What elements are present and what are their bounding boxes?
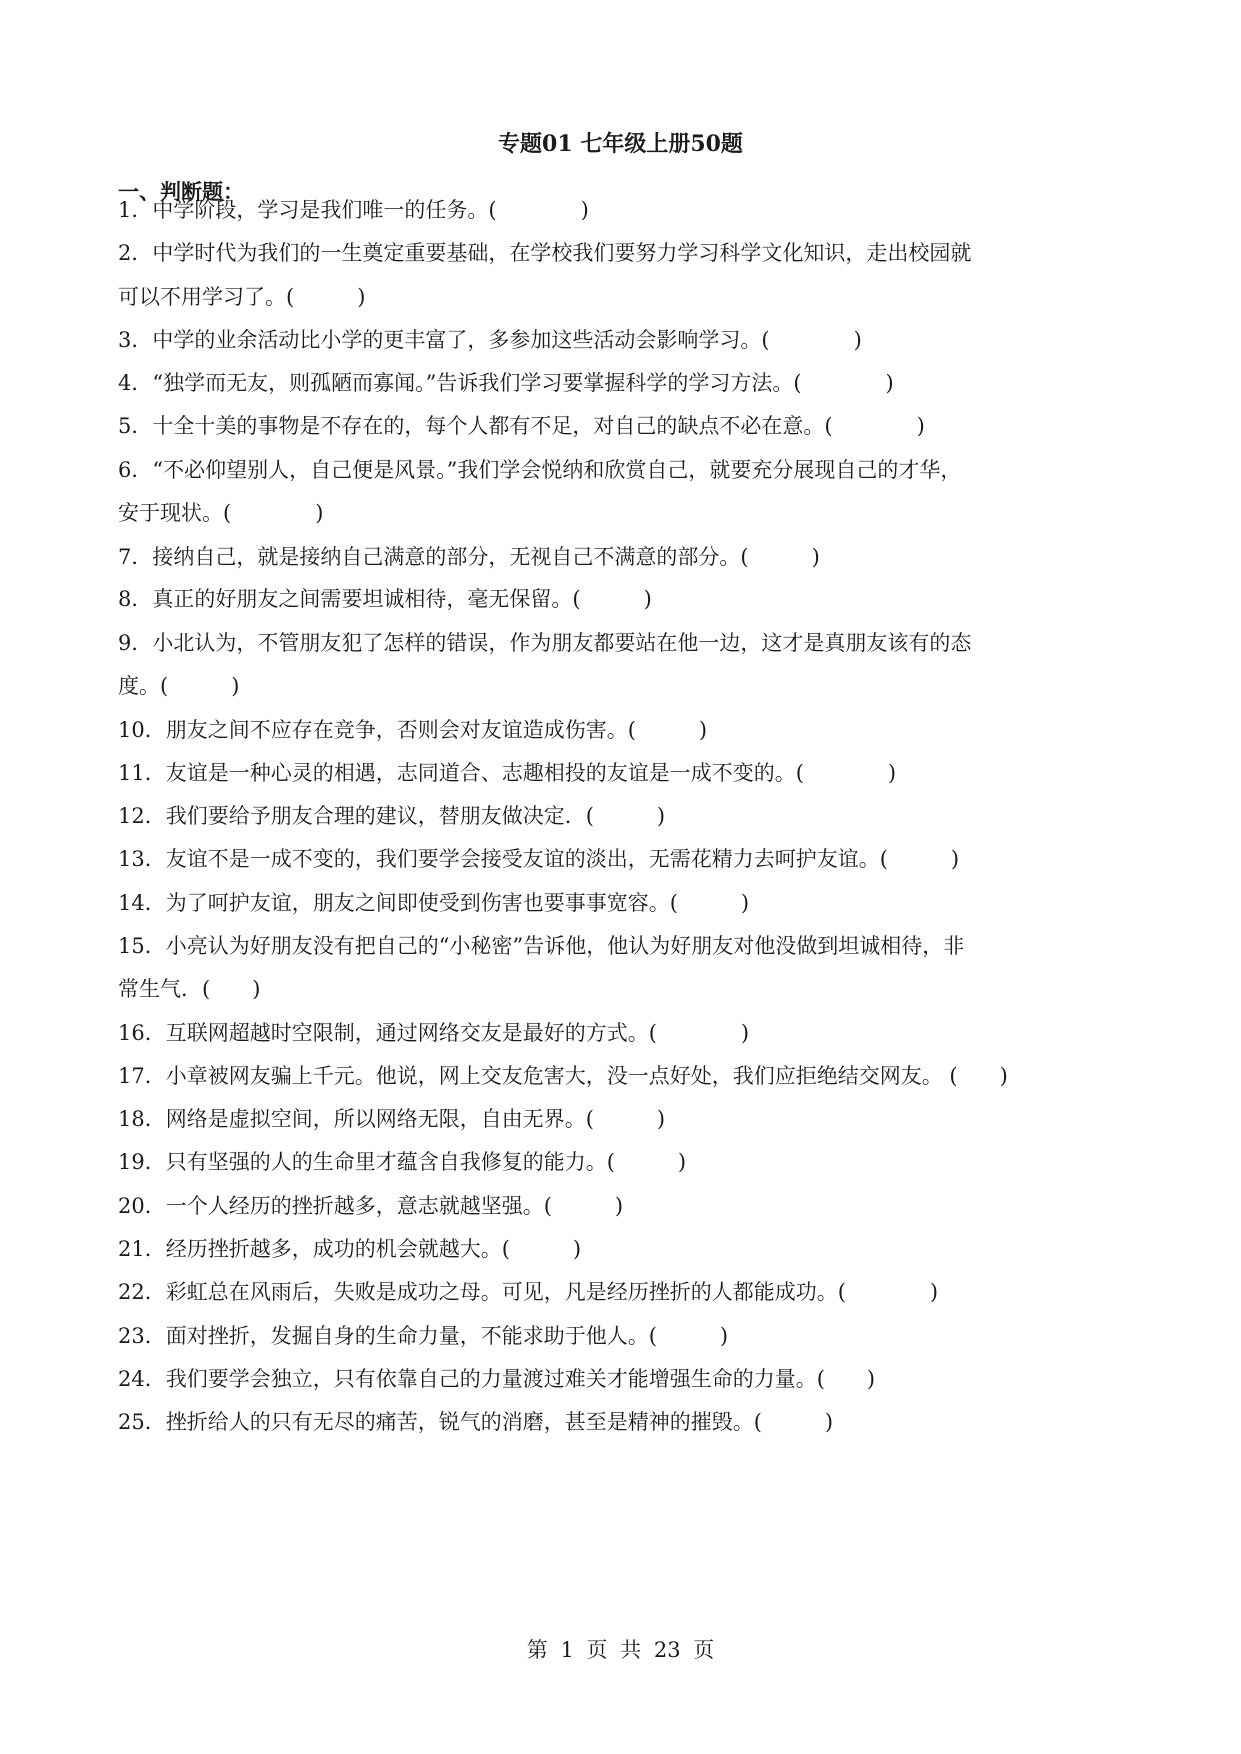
- question-number: 10．: [118, 718, 166, 742]
- question-text: 可以不用学习了。( ): [118, 285, 366, 309]
- question-text: 中学阶段，学习是我们唯一的任务。( ): [152, 198, 589, 222]
- question-number: 25．: [118, 1410, 166, 1434]
- question-text: 常生气．( ): [118, 977, 261, 1001]
- question-item: [118, 1363, 1138, 1395]
- question-number: 20．: [118, 1194, 166, 1218]
- question-item: [118, 1017, 1138, 1049]
- question-text: 安于现状。( ): [118, 501, 324, 525]
- question-text: 中学时代为我们的一生奠定重要基础，在学校我们要努力学习科学文化知识，走出校园就: [152, 241, 972, 265]
- question-item: [118, 843, 1138, 875]
- document-title: 专题01 七年级上册50题: [498, 131, 743, 157]
- question-number: 16．: [118, 1021, 166, 1045]
- question-text: “独学而无友，则孤陋而寡闻。”告诉我们学习要掌握科学的学习方法。( ): [152, 371, 894, 395]
- page-footer: 第 1 页 共 23 页: [526, 1638, 715, 1662]
- question-text: 小亮认为好朋友没有把自己的“小秘密”告诉他，他认为好朋友对他没做到坦诚相待，非: [165, 934, 965, 958]
- question-number: 17．: [118, 1064, 166, 1088]
- question-text: 中学的业余活动比小学的更丰富了，多参加这些活动会影响学习。( ): [152, 328, 862, 352]
- question-item: [118, 800, 1138, 832]
- question-number: 12．: [118, 804, 166, 828]
- question-item: [118, 930, 1138, 962]
- question-number: 3．: [118, 328, 153, 352]
- question-text: 挫折给人的只有无尽的痛苦，锐气的消磨，甚至是精神的摧毁。( ): [165, 1410, 834, 1434]
- question-item: [118, 1276, 1138, 1308]
- question-text: 小北认为，不管朋友犯了怎样的错误，作为朋友都要站在他一边，这才是真朋友该有的态: [152, 631, 972, 655]
- question-number: 6．: [118, 458, 153, 482]
- question-item: [118, 1060, 1138, 1092]
- question-item: [118, 1190, 1138, 1222]
- question-text: 友谊是一种心灵的相遇，志同道合、志趣相投的友谊是一成不变的。( ): [165, 761, 897, 785]
- question-number: 14．: [118, 891, 166, 915]
- question-text: 经历挫折越多，成功的机会就越大。( ): [165, 1237, 582, 1261]
- question-item-continuation: [118, 670, 1138, 702]
- question-text: 一个人经历的挫折越多，意志就越坚强。( ): [165, 1194, 624, 1218]
- question-text: 接纳自己，就是接纳自己满意的部分，无视自己不满意的部分。( ): [152, 545, 820, 569]
- question-item: [118, 367, 1138, 399]
- question-number: 7．: [118, 545, 153, 569]
- question-text: 互联网超越时空限制，通过网络交友是最好的方式。( ): [165, 1021, 750, 1045]
- question-item: [118, 583, 1138, 615]
- question-number: 22．: [118, 1280, 166, 1304]
- question-text: 小章被网友骗上千元。他说，网上交友危害大，没一点好处，我们应拒绝结交网友。 ( ): [165, 1064, 1008, 1088]
- question-item: [118, 541, 1138, 573]
- question-item: [118, 1233, 1138, 1265]
- question-item: [118, 1103, 1138, 1135]
- question-number: 21．: [118, 1237, 166, 1261]
- question-item: [118, 237, 1138, 269]
- question-item: [118, 1146, 1138, 1178]
- question-text: 我们要给予朋友合理的建议，替朋友做决定．( ): [165, 804, 666, 828]
- question-text: 彩虹总在风雨后，失败是成功之母。可见，凡是经历挫折的人都能成功。( ): [165, 1280, 939, 1304]
- question-item-continuation: [118, 497, 1138, 529]
- question-item: [118, 1406, 1138, 1438]
- question-item: [118, 194, 1138, 226]
- question-number: 11．: [118, 761, 166, 785]
- question-text: 朋友之间不应存在竞争，否则会对友谊造成伤害。( ): [165, 718, 708, 742]
- question-item-continuation: [118, 281, 1138, 313]
- question-item: [118, 757, 1138, 789]
- question-text: 十全十美的事物是不存在的，每个人都有不足，对自己的缺点不必在意。( ): [152, 414, 925, 438]
- question-item: [118, 324, 1138, 356]
- question-text: 友谊不是一成不变的，我们要学会接受友谊的淡出，无需花精力去呵护友谊。( ): [165, 847, 960, 871]
- question-number: 19．: [118, 1150, 166, 1174]
- section-heading: 一、判断题：: [118, 179, 244, 204]
- question-number: 18．: [118, 1107, 166, 1131]
- question-text: 为了呵护友谊，朋友之间即使受到伤害也要事事宽容。( ): [165, 891, 750, 915]
- question-text: 真正的好朋友之间需要坦诚相待，毫无保留。( ): [152, 587, 652, 611]
- question-number: 23．: [118, 1324, 166, 1348]
- question-item: [118, 454, 1138, 486]
- question-text: “不必仰望别人，自己便是风景。”我们学会悦纳和欣赏自己，就要充分展现自己的才华，: [152, 458, 962, 482]
- question-number: 13．: [118, 847, 166, 871]
- question-item: [118, 714, 1138, 746]
- question-text: 网络是虚拟空间，所以网络无限，自由无界。( ): [165, 1107, 666, 1131]
- question-text: 我们要学会独立，只有依靠自己的力量渡过难关才能增强生命的力量。( ): [165, 1367, 876, 1391]
- question-number: 1．: [118, 198, 153, 222]
- question-number: 8．: [118, 587, 153, 611]
- question-number: 15．: [118, 934, 166, 958]
- question-item: [118, 1320, 1138, 1352]
- question-text: 面对挫折，发掘自身的生命力量，不能求助于他人。( ): [165, 1324, 729, 1348]
- question-text: 度。( ): [118, 674, 240, 698]
- question-item: [118, 410, 1138, 442]
- question-number: 24．: [118, 1367, 166, 1391]
- question-item-continuation: [118, 973, 1138, 1005]
- question-number: 2．: [118, 241, 153, 265]
- question-text: 只有坚强的人的生命里才蕴含自我修复的能力。( ): [165, 1150, 687, 1174]
- question-number: 5．: [118, 414, 153, 438]
- question-number: 9．: [118, 631, 153, 655]
- question-number: 4．: [118, 371, 153, 395]
- question-item: [118, 627, 1138, 659]
- question-item: [118, 887, 1138, 919]
